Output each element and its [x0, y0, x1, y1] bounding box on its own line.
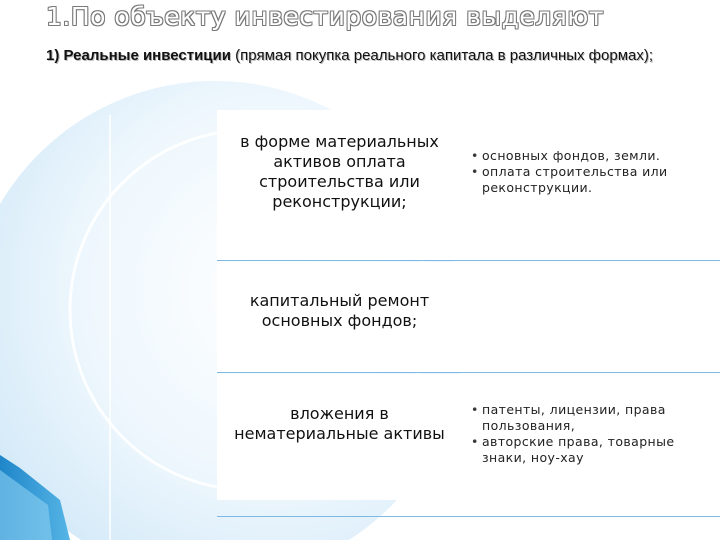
row-divider	[217, 516, 720, 517]
row-label-material: в форме материальных активов оплата строительства или реконструкции;	[240, 132, 439, 211]
row-intangible-assets	[217, 374, 720, 500]
row-material-assets	[217, 110, 720, 260]
bullet-list-intangible	[471, 402, 717, 466]
slide-title: 1.По объекту инвестирования выделяют	[46, 2, 604, 31]
bullet-item: • основных фондов, земли.	[471, 148, 717, 164]
row-label-repair: капитальный ремонт основных фондов;	[249, 291, 430, 330]
subtitle-bold: 1) Реальные инвестиции	[46, 47, 231, 64]
bullet-list-material	[471, 148, 717, 196]
row-divider	[217, 260, 720, 261]
row-capital-repair	[217, 262, 720, 372]
row-divider	[217, 372, 720, 373]
bullet-item: • патенты, лицензии, права пользования,	[471, 402, 717, 434]
bullet-item: • авторские права, товарные знаки, ноу-хау	[471, 434, 717, 466]
row-label-intangible: вложения в нематериальные активы	[234, 404, 445, 443]
bullet-item: • оплата строительства или реконструкции.	[471, 164, 717, 196]
content-rows	[217, 110, 720, 540]
subtitle-rest: (прямая покупка реального капитала в различных формах);	[230, 47, 654, 64]
